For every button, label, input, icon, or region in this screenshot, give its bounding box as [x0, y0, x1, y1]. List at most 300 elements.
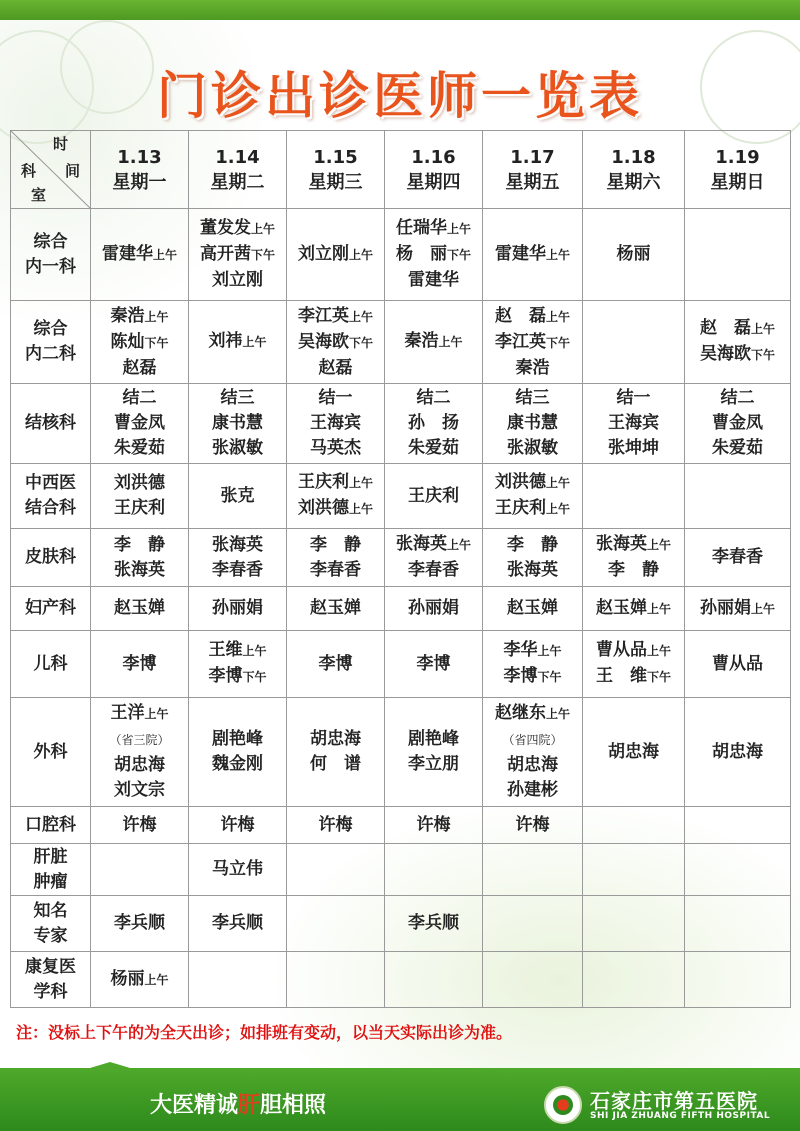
doctor-entry	[583, 596, 684, 622]
schedule-cell	[189, 209, 287, 301]
doctor-entry	[91, 356, 188, 381]
schedule-cell	[583, 301, 685, 384]
doctor-entry	[385, 436, 482, 461]
doctor-entry	[583, 386, 684, 411]
day-header	[91, 131, 189, 209]
schedule-cell	[483, 529, 583, 587]
schedule-cell	[91, 952, 189, 1008]
doctor-name: 结一	[318, 388, 353, 408]
doctor-entry	[91, 778, 188, 803]
schedule-cell	[91, 209, 189, 301]
doctor-name: 刘立刚	[212, 270, 263, 290]
doctor-name: 结二	[122, 388, 157, 408]
schedule-cell	[91, 529, 189, 587]
header-row	[11, 131, 791, 209]
schedule-cell	[287, 698, 385, 807]
schedule-cell	[189, 529, 287, 587]
doctor-name: 张海英	[595, 534, 647, 554]
doctor-name: 许梅	[220, 814, 255, 835]
doctor-entry	[385, 558, 482, 583]
department-label: 综合	[33, 231, 68, 252]
doctor-name: 胡忠海	[310, 729, 361, 749]
session-tag: 上午	[446, 222, 471, 236]
schedule-row	[11, 529, 791, 587]
doctor-entry	[91, 242, 188, 268]
doctor-entry	[287, 558, 384, 583]
doctor-name: 李江英	[494, 331, 546, 352]
doctor-name: 胡忠海	[608, 741, 659, 762]
schedule-cell	[189, 698, 287, 807]
doctor-entry	[189, 242, 286, 268]
session-tag: 上午	[144, 707, 169, 721]
session-tag: 上午	[348, 502, 373, 516]
doctor-entry	[483, 304, 582, 330]
session-tag: 上午	[144, 309, 169, 324]
schedule-cell	[91, 301, 189, 384]
doctor-entry	[287, 330, 384, 356]
department-label: 内一科	[25, 256, 76, 277]
schedule-cell	[483, 301, 583, 384]
doctor-name: 许梅	[515, 814, 550, 835]
doctor-name: 孙建彬	[507, 780, 558, 800]
doctor-entry	[483, 386, 582, 411]
department-cell	[11, 631, 91, 698]
session-tag: 上午	[545, 247, 570, 262]
doctor-name: 李博	[318, 653, 353, 674]
doctor-entry	[385, 411, 482, 436]
department-cell	[11, 301, 91, 384]
session-tag: 下午	[250, 248, 275, 262]
department-cell	[11, 807, 91, 844]
doctor-name: 结二	[720, 388, 755, 408]
schedule-cell	[483, 952, 583, 1008]
doctor-entry	[385, 532, 482, 558]
doctor-name: 许梅	[416, 814, 451, 835]
schedule-cell	[385, 301, 483, 384]
doctor-name: 朱爱茹	[114, 438, 165, 458]
schedule-cell	[483, 631, 583, 698]
schedule-cell	[583, 209, 685, 301]
doctor-name: 李春香	[310, 559, 361, 580]
doctor-entry	[385, 329, 482, 355]
doctor-name: 李立朋	[408, 754, 459, 774]
schedule-cell	[287, 631, 385, 698]
schedule-row	[11, 896, 791, 952]
schedule-cell	[385, 631, 483, 698]
department-label: 结合科	[25, 498, 76, 518]
doctor-entry	[91, 386, 188, 411]
doctor-entry	[483, 242, 582, 268]
schedule-cell	[583, 631, 685, 698]
schedule-cell	[91, 844, 189, 896]
hospital-note-text: （省三院）	[109, 733, 170, 747]
schedule-row	[11, 301, 791, 384]
session-tag: 上午	[438, 335, 463, 349]
department-label: 内二科	[25, 344, 76, 364]
doctor-entry	[385, 386, 482, 411]
department-cell	[11, 464, 91, 529]
schedule-cell	[91, 807, 189, 844]
doctor-entry	[189, 813, 286, 838]
schedule-cell	[685, 807, 791, 844]
doctor-entry	[91, 967, 188, 993]
page-title: 门诊出诊医师一览表	[157, 67, 643, 125]
doctor-name: 朱爱茹	[712, 438, 763, 458]
schedule-cell	[583, 952, 685, 1008]
schedule-cell	[583, 529, 685, 587]
doctor-name: 许梅	[122, 814, 157, 835]
doctor-name: 李 静	[608, 560, 659, 580]
schedule-cell	[189, 301, 287, 384]
schedule-cell	[287, 529, 385, 587]
doctor-name: 刘洪德	[297, 498, 349, 518]
schedule-cell	[189, 384, 287, 464]
doctor-name: 秦浩	[110, 305, 145, 326]
doctor-entry	[685, 342, 790, 368]
schedule-cell	[91, 384, 189, 464]
corner-dept-label-2: 室	[31, 186, 47, 204]
doctor-name: 结二	[416, 388, 451, 408]
schedule-cell	[685, 896, 791, 952]
doctor-entry	[287, 386, 384, 411]
doctor-name: 吴海欧	[297, 331, 349, 352]
schedule-cell	[385, 384, 483, 464]
doctor-name: 王海宾	[608, 413, 659, 433]
doctor-entry	[685, 545, 790, 570]
department-label: 皮肤科	[25, 547, 76, 567]
doctor-entry	[483, 356, 582, 381]
schedule-cell	[583, 896, 685, 952]
doctor-name: 王庆利	[408, 485, 459, 506]
schedule-cell	[385, 952, 483, 1008]
doctor-name: 王 维	[595, 666, 647, 686]
doctor-name: 张克	[220, 485, 255, 506]
schedule-cell	[385, 529, 483, 587]
session-tag: 上午	[348, 309, 373, 324]
day-date: 1.18	[611, 146, 656, 168]
session-tag: 上午	[250, 222, 275, 236]
schedule-row	[11, 844, 791, 896]
hospital-logo	[544, 1086, 582, 1124]
day-header	[385, 131, 483, 209]
top-green-bar	[0, 0, 800, 20]
slogan-part-2: 肝	[238, 1093, 261, 1118]
hospital-name-cn: 石家庄市第五医院	[590, 1089, 758, 1113]
day-weekday: 星期日	[710, 171, 765, 193]
doctor-entry	[287, 752, 384, 777]
doctor-name: 陈灿	[110, 331, 145, 352]
department-label: 肿瘤	[33, 871, 68, 892]
doctor-entry	[91, 813, 188, 838]
doctor-entry	[583, 664, 684, 690]
doctor-entry	[483, 638, 582, 664]
schedule-cell	[91, 587, 189, 631]
doctor-entry	[189, 533, 286, 558]
schedule-cell	[287, 384, 385, 464]
doctor-entry	[91, 436, 188, 461]
schedule-cell	[287, 464, 385, 529]
session-tag: 上午	[446, 538, 471, 552]
doctor-entry	[385, 268, 482, 293]
doctor-name: 雷建华	[494, 243, 546, 264]
session-tag: 上午	[152, 247, 177, 262]
schedule-cell	[287, 807, 385, 844]
doctor-entry	[91, 596, 188, 621]
schedule-cell	[91, 631, 189, 698]
schedule-row	[11, 587, 791, 631]
doctor-entry	[91, 753, 188, 778]
doctor-entry	[287, 596, 384, 621]
session-tag: 下午	[537, 670, 562, 684]
department-label: 中西医	[25, 473, 76, 493]
schedule-cell	[685, 301, 791, 384]
doctor-name: 曹金凤	[712, 413, 763, 433]
doctor-name: 康书慧	[507, 413, 558, 433]
doctor-entry	[483, 496, 582, 522]
schedule-note: 注：没标上下午的为全天出诊；如排班有变动，以当天实际出诊为准。	[16, 1023, 513, 1042]
doctor-name: 魏金刚	[212, 754, 263, 774]
session-tag: 下午	[646, 670, 671, 684]
doctor-entry	[385, 216, 482, 242]
footer-slogan	[150, 1088, 326, 1119]
schedule-cell	[385, 807, 483, 844]
doctor-name: 孙 扬	[408, 413, 459, 433]
day-date: 1.14	[215, 146, 260, 168]
schedule-cell	[483, 844, 583, 896]
doctor-entry	[287, 356, 384, 381]
doctor-name: 剧艳峰	[212, 729, 263, 749]
day-date: 1.13	[117, 146, 162, 168]
doctor-name: 刘祎	[208, 331, 243, 351]
doctor-entry	[583, 242, 684, 267]
doctor-entry	[483, 330, 582, 356]
department-cell	[11, 529, 91, 587]
doctor-name: 李博	[416, 653, 451, 674]
doctor-entry	[685, 411, 790, 436]
schedule-row	[11, 631, 791, 698]
doctor-entry	[91, 652, 188, 677]
day-header	[583, 131, 685, 209]
doctor-entry	[189, 752, 286, 777]
hospital-note	[483, 727, 582, 753]
doctor-name: 李博	[503, 666, 538, 686]
doctor-name: 刘文宗	[114, 780, 165, 800]
doctor-name: 杨 丽	[395, 244, 447, 264]
session-tag: 下午	[750, 348, 775, 362]
doctor-entry	[91, 533, 188, 558]
schedule-cell	[685, 464, 791, 529]
corner-time-label: 时	[52, 135, 68, 153]
doctor-entry	[91, 471, 188, 496]
schedule-cell	[385, 209, 483, 301]
doctor-entry	[685, 596, 790, 622]
doctor-entry	[583, 436, 684, 461]
doctor-name: 杨丽	[616, 244, 651, 264]
schedule-cell	[685, 698, 791, 807]
doctor-entry	[483, 436, 582, 461]
schedule-cell	[189, 952, 287, 1008]
doctor-name: 刘立刚	[297, 243, 349, 264]
doctor-entry	[483, 753, 582, 778]
department-label: 知名	[33, 900, 68, 921]
day-weekday: 星期五	[505, 171, 560, 193]
corner-dept-label: 科	[21, 162, 37, 180]
schedule-cell	[91, 896, 189, 952]
doctor-entry	[91, 411, 188, 436]
department-label: 结核科	[25, 413, 76, 433]
doctor-name: 曹从品	[712, 653, 763, 674]
schedule-cell	[583, 807, 685, 844]
doctor-entry	[685, 316, 790, 342]
schedule-cell	[583, 844, 685, 896]
doctor-name: 李兵顺	[114, 913, 165, 933]
session-tag: 上午	[144, 972, 169, 987]
session-tag: 上午	[545, 309, 570, 324]
department-label: 外科	[33, 741, 68, 762]
doctor-name: 李江英	[297, 305, 349, 326]
doctor-name: 张海英	[395, 534, 447, 554]
schedule-cell	[685, 209, 791, 301]
doctor-entry	[287, 411, 384, 436]
day-weekday: 星期六	[606, 171, 661, 193]
schedule-cell	[385, 896, 483, 952]
doctor-name: 结三	[220, 388, 255, 408]
department-cell	[11, 209, 91, 301]
doctor-name: 李春香	[212, 559, 263, 580]
doctor-name: 任瑞华	[395, 218, 447, 238]
doctor-name: 赵 磊	[699, 318, 751, 338]
doctor-name: 赵磊	[318, 357, 353, 378]
doctor-entry	[287, 436, 384, 461]
session-tag: 下午	[144, 335, 169, 350]
schedule-cell	[189, 587, 287, 631]
doctor-entry	[385, 484, 482, 509]
doctor-entry	[91, 558, 188, 583]
day-weekday: 星期二	[210, 171, 265, 193]
doctor-entry	[91, 330, 188, 356]
doctor-name: 李博	[122, 653, 157, 674]
schedule-cell	[685, 384, 791, 464]
doctor-name: 赵玉婵	[595, 597, 647, 618]
slogan-part-3: 胆相照	[260, 1093, 327, 1118]
doctor-name: 张淑敏	[212, 438, 263, 458]
schedule-cell	[287, 896, 385, 952]
doctor-name: 李 静	[507, 534, 558, 555]
session-tag: 上午	[537, 644, 562, 658]
schedule-cell	[483, 384, 583, 464]
doctor-entry	[91, 911, 188, 936]
doctor-name: 李兵顺	[408, 913, 459, 933]
session-tag: 下午	[446, 248, 471, 262]
schedule-cell	[483, 464, 583, 529]
schedule-row	[11, 464, 791, 529]
schedule-cell	[483, 807, 583, 844]
doctor-name: 张淑敏	[507, 438, 558, 458]
schedule-cell	[685, 844, 791, 896]
doctor-name: 李 静	[114, 534, 165, 555]
doctor-entry	[385, 242, 482, 268]
schedule-cell	[287, 952, 385, 1008]
doctor-name: 李春香	[408, 560, 459, 580]
day-header	[483, 131, 583, 209]
doctor-name: 李 静	[310, 534, 361, 555]
doctor-name: 赵磊	[122, 357, 157, 378]
doctor-entry	[189, 436, 286, 461]
department-cell	[11, 587, 91, 631]
session-tag: 上午	[545, 707, 570, 721]
hospital-note	[91, 727, 188, 753]
doctor-entry	[189, 911, 286, 936]
session-tag: 上午	[545, 502, 570, 516]
doctor-name: 张坤坤	[608, 438, 659, 458]
session-tag: 上午	[750, 322, 775, 336]
schedule-cell	[189, 807, 287, 844]
doctor-entry	[287, 470, 384, 496]
schedule-cell	[685, 529, 791, 587]
doctor-entry	[483, 813, 582, 838]
day-header	[685, 131, 791, 209]
doctor-entry	[385, 727, 482, 752]
doctor-entry	[583, 532, 684, 558]
department-label: 口腔科	[25, 814, 76, 835]
department-label: 肝脏	[33, 846, 68, 867]
doctor-entry	[91, 304, 188, 330]
schedule-table	[10, 130, 791, 1008]
doctor-entry	[287, 496, 384, 522]
department-cell	[11, 844, 91, 896]
session-tag: 上午	[646, 538, 671, 552]
schedule-cell	[685, 952, 791, 1008]
doctor-entry	[189, 216, 286, 242]
doctor-entry	[189, 638, 286, 664]
schedule-cell	[483, 587, 583, 631]
schedule-cell	[189, 464, 287, 529]
hospital-logo-mark	[553, 1095, 573, 1115]
session-tag: 下午	[242, 670, 267, 684]
doctor-name: 李华	[503, 640, 538, 660]
schedule-cell	[583, 698, 685, 807]
department-label: 学科	[33, 981, 68, 1002]
day-weekday: 星期一	[112, 171, 167, 193]
doctor-entry	[385, 596, 482, 621]
doctor-name: 孙丽娟	[699, 597, 751, 618]
doctor-name: 剧艳峰	[408, 729, 459, 749]
doctor-name: 李春香	[712, 547, 763, 567]
session-tag: 上午	[348, 476, 373, 490]
doctor-name: 吴海欧	[699, 344, 751, 364]
day-weekday: 星期四	[406, 171, 461, 193]
hospital-name-en: SHI JIA ZHUANG FIFTH HOSPITAL	[590, 1111, 771, 1121]
doctor-name: 张海英	[212, 534, 263, 555]
doctor-name: 康书慧	[212, 413, 263, 433]
doctor-entry	[483, 664, 582, 690]
session-tag: 上午	[750, 601, 775, 616]
doctor-name: 董发发	[199, 218, 251, 238]
doctor-name: 王庆利	[297, 472, 349, 492]
doctor-name: 结三	[515, 388, 550, 408]
doctor-name: 赵玉婵	[507, 598, 558, 618]
day-date: 1.15	[313, 146, 358, 168]
doctor-entry	[483, 533, 582, 558]
session-tag: 下午	[545, 335, 570, 350]
doctor-entry	[385, 752, 482, 777]
day-weekday: 星期三	[308, 171, 363, 193]
doctor-entry	[583, 638, 684, 664]
doctor-entry	[189, 558, 286, 583]
schedule-cell	[189, 844, 287, 896]
doctor-name: 马英杰	[310, 438, 361, 458]
schedule-row	[11, 384, 791, 464]
